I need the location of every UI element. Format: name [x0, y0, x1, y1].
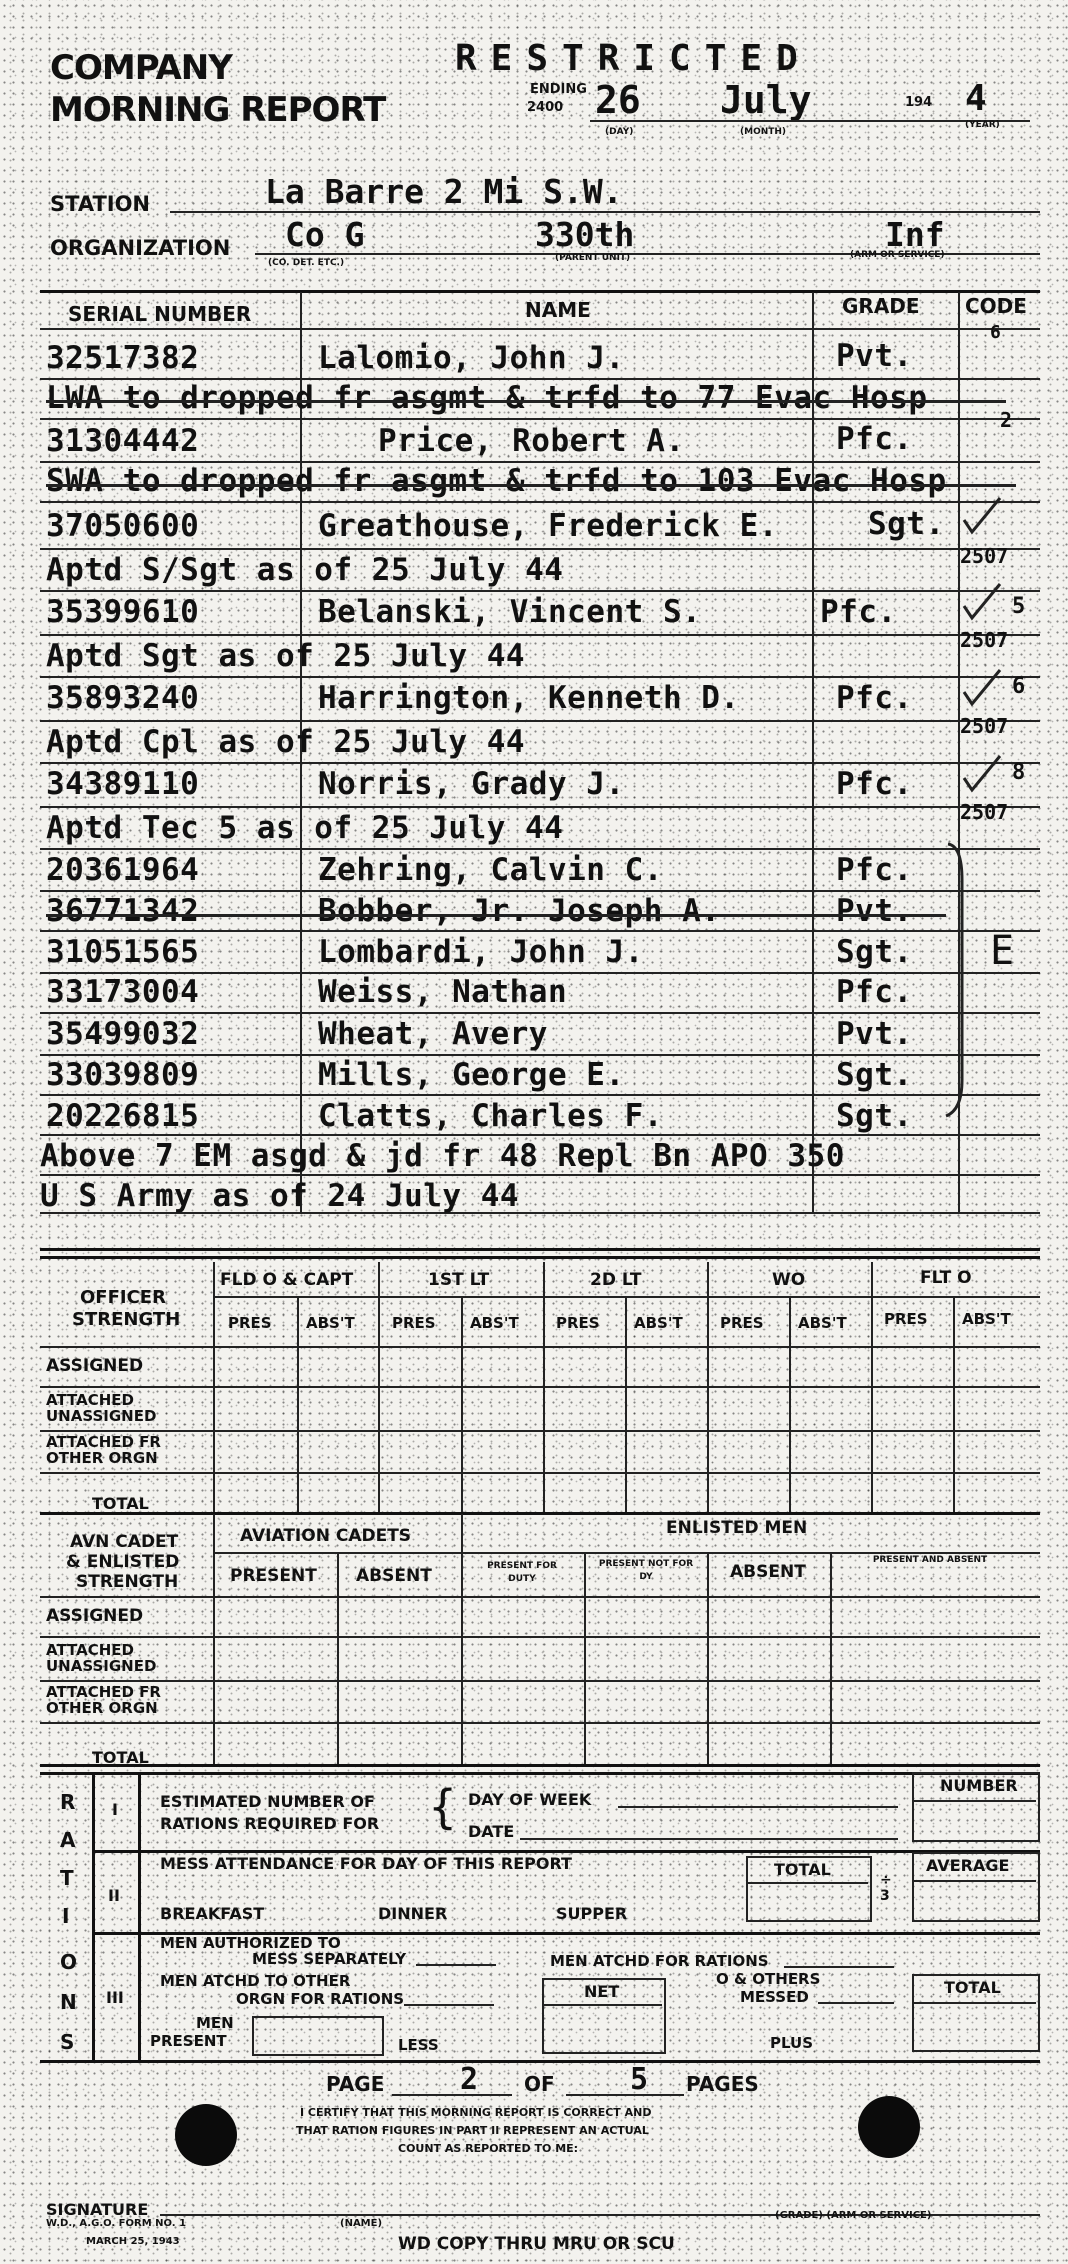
officer-row-attached-fr-other: ATTACHED FR OTHER ORGN [46, 1433, 161, 1467]
table-row-code: 5 [1012, 594, 1026, 619]
enlisted-row-attached-fr-other: ATTACHED FR OTHER ORGN [46, 1683, 161, 1717]
rations-section-iii: III [106, 1988, 124, 2007]
table-row-grade: Pfc. [836, 680, 913, 716]
ending-label: ENDING [530, 82, 587, 97]
officer-sub-pres: PRES [556, 1314, 600, 1332]
enlisted-absent: ABSENT [730, 1562, 806, 1582]
rations-side-a: A [60, 1828, 76, 1852]
table-row-grade: Pvt. [836, 1016, 913, 1052]
officer-group-2d-lt: 2D LT [590, 1270, 642, 1290]
table-row-code: 2507 [960, 628, 1009, 652]
grade-caption: (GRADE) (ARM OR SERVICE) [775, 2210, 932, 2221]
present-for-duty: PRESENT FOR DUTY [487, 1561, 557, 1584]
table-row-serial: 34389110 [46, 766, 200, 802]
day-caption: (DAY) [605, 127, 634, 137]
form-number: W.D., A.G.O. FORM NO. 1 [46, 2218, 187, 2229]
col-serial-number: SERIAL NUMBER [68, 302, 252, 326]
total-label: TOTAL [774, 1860, 831, 1879]
officer-group-1st-lt: 1ST LT [428, 1270, 490, 1290]
dinner-label: DINNER [378, 1904, 448, 1923]
company-caption: (CO. DET. ETC.) [268, 258, 345, 268]
plus-label: PLUS [770, 2034, 814, 2052]
officer-strength-title: OFFICER [80, 1287, 166, 1308]
o-others-line1: O & OTHERS [716, 1970, 821, 1988]
year-caption: (YEAR) [965, 120, 1000, 130]
rations-section-ii: II [108, 1886, 120, 1905]
table-row-name: Wheat, Avery [318, 1016, 548, 1052]
table-row-code: 2507 [960, 544, 1009, 568]
table-row-name: Weiss, Nathan [318, 974, 568, 1010]
aviation-present: PRESENT [230, 1566, 317, 1586]
table-row-serial: 32517382 [46, 340, 200, 376]
table-row-name: Lalomio, John J. [318, 340, 625, 376]
table-row-serial: 31051565 [46, 934, 200, 970]
table-row-name: Zehring, Calvin C. [318, 852, 663, 888]
number-label: NUMBER [940, 1776, 1018, 1795]
certify-line1: I CERTIFY THAT THIS MORNING REPORT IS CORRECT AND [300, 2106, 652, 2119]
officer-row-total: TOTAL [92, 1494, 149, 1513]
table-row-grade: Sgt. [836, 1098, 913, 1134]
men-atchd-to-other-line1: MEN ATCHD TO OTHER [160, 1972, 351, 1990]
officer-group-wo: WO [772, 1270, 806, 1290]
table-row-name: Harrington, Kenneth D. [318, 680, 740, 716]
organization-parent-unit: 330th [535, 215, 635, 254]
certify-line3: COUNT AS REPORTED TO ME: [398, 2142, 579, 2155]
table-row-remark: LWA to dropped fr asgmt & trfd to 77 Evac Hosp [46, 380, 928, 416]
table-row-remark: Aptd S/Sgt as of 25 July 44 [46, 552, 564, 588]
organization-company: Co G [285, 215, 365, 254]
officer-sub-pres: PRES [228, 1314, 272, 1332]
report-year-digit: 4 [965, 78, 987, 119]
table-row-remark: Aptd Cpl as of 25 July 44 [46, 724, 526, 760]
table-row-grade: Pfc. [836, 974, 913, 1010]
enlisted-row-total: TOTAL [92, 1748, 149, 1767]
aviation-cadets-header: AVIATION CADETS [240, 1526, 412, 1546]
table-row-code: E [990, 928, 1015, 974]
table-row-name: Belanski, Vincent S. [318, 594, 702, 630]
certify-line2: THAT RATION FIGURES IN PART II REPRESENT AN ACTUAL [296, 2124, 649, 2137]
table-row-name: Clatts, Charles F. [318, 1098, 663, 1134]
pages-label: PAGES [686, 2072, 759, 2096]
table-row-name: Bobber, Jr. Joseph A. [318, 893, 721, 929]
signature-label: SIGNATURE [46, 2200, 149, 2219]
average-label: AVERAGE [926, 1856, 1010, 1875]
check-marks [960, 490, 1020, 820]
table-row-remark: SWA to dropped fr asgmt & trfd to 103 Evac Hosp [46, 463, 947, 499]
table-row-serial: 33173004 [46, 974, 200, 1010]
men-authorized-line1: MEN AUTHORIZED TO [160, 1934, 341, 1952]
aviation-absent: ABSENT [356, 1566, 432, 1586]
officer-sub-pres: PRES [392, 1314, 436, 1332]
breakfast-label: BREAKFAST [160, 1904, 265, 1923]
rations-section-i: I [112, 1800, 118, 1819]
men-atchd-for-rations: MEN ATCHD FOR RATIONS [550, 1952, 769, 1970]
enlisted-strength-title-3: STRENGTH [76, 1572, 179, 1592]
punch-hole-right [858, 2096, 920, 2158]
table-row-grade: Pfc. [836, 421, 913, 457]
enlisted-men-header: ENLISTED MEN [666, 1518, 808, 1538]
handwritten-bracket [940, 840, 980, 1120]
form-date: MARCH 25, 1943 [86, 2236, 180, 2247]
table-row-code: 2507 [960, 714, 1009, 738]
table-row-code: 6 [990, 322, 1001, 343]
table-row-serial: 20226815 [46, 1098, 200, 1134]
table-row-grade: Pfc. [836, 852, 913, 888]
col-grade: GRADE [842, 294, 920, 318]
page-total: 5 [630, 2062, 649, 2097]
date-label: DATE [468, 1822, 515, 1841]
enlisted-strength-title: AVN CADET [70, 1532, 179, 1552]
rations-side-n: N [60, 1990, 77, 2014]
o-others-line2: MESSED [740, 1988, 809, 2006]
table-row-serial: 35893240 [46, 680, 200, 716]
station-value: La Barre 2 Mi S.W. [265, 172, 623, 211]
plus-three: ÷ 3 [880, 1872, 892, 1904]
table-row-remark: Aptd Sgt as of 25 July 44 [46, 638, 526, 674]
rations-side-s: S [60, 2030, 75, 2054]
mess-attendance-label: MESS ATTENDANCE FOR DAY OF THIS REPORT [160, 1854, 572, 1873]
table-row-serial: 36771342 [46, 893, 200, 929]
officer-sub-abst: ABS'T [470, 1314, 519, 1332]
brace: { [428, 1780, 458, 1834]
table-row-name: Price, Robert A. [378, 423, 685, 459]
enlisted-row-attached-unassigned: ATTACHED UNASSIGNED [46, 1641, 157, 1675]
men-authorized-line2: MESS SEPARATELY [252, 1950, 407, 1968]
officer-group-fld-o-capt: FLD O & CAPT [220, 1270, 354, 1290]
parent-unit-caption: (PARENT UNIT) [555, 253, 631, 263]
officer-row-attached-unassigned: ATTACHED UNASSIGNED [46, 1391, 157, 1425]
men-present-box [252, 2016, 384, 2056]
table-row-serial: 35499032 [46, 1016, 200, 1052]
form-title-company: COMPANY [50, 48, 232, 88]
ending-time: 2400 [527, 100, 564, 115]
rations-side-o: O [60, 1950, 78, 1974]
supper-label: SUPPER [556, 1904, 628, 1923]
rations-side-i: I [62, 1904, 70, 1928]
table-row-grade: Sgt. [868, 506, 945, 542]
report-month: July [720, 78, 812, 122]
table-row-code: 6 [1012, 674, 1026, 699]
table-row-name: Norris, Grady J. [318, 766, 625, 802]
estimated-number-of: ESTIMATED NUMBER OF [160, 1792, 375, 1811]
officer-row-assigned: ASSIGNED [46, 1356, 144, 1376]
officer-sub-abst: ABS'T [306, 1314, 355, 1332]
men-present-line2: PRESENT [150, 2032, 227, 2050]
officer-sub-pres: PRES [720, 1314, 764, 1332]
table-row-serial: 35399610 [46, 594, 200, 630]
col-code: CODE [965, 294, 1027, 318]
form-title-morning-report: MORNING REPORT [50, 90, 386, 130]
month-caption: (MONTH) [740, 127, 787, 137]
men-atchd-to-other-line2: ORGN FOR RATIONS [236, 1990, 405, 2008]
officer-group-flt-o: FLT O [920, 1268, 972, 1288]
table-row-serial: 33039809 [46, 1057, 200, 1093]
page-label: PAGE [326, 2072, 385, 2096]
organization-label: ORGANIZATION [50, 236, 231, 260]
present-not-for-duty: PRESENT NOT FOR DY [598, 1559, 694, 1582]
enlisted-row-assigned: ASSIGNED [46, 1606, 144, 1626]
enlisted-strength-title-2: & ENLISTED [66, 1552, 180, 1572]
officer-sub-abst: ABS'T [962, 1310, 1011, 1328]
table-row-grade: Pvt. [836, 893, 913, 929]
table-row-code: 2 [1000, 408, 1013, 432]
table-row-serial: 20361964 [46, 852, 200, 888]
less-label: LESS [398, 2036, 439, 2054]
rations-total-label: TOTAL [944, 1978, 1001, 1997]
table-row-remark: U S Army as of 24 July 44 [40, 1178, 520, 1214]
officer-sub-abst: ABS'T [634, 1314, 683, 1332]
net-label: NET [584, 1982, 620, 2001]
officer-strength-title-2: STRENGTH [72, 1309, 181, 1330]
table-row-code: 8 [1012, 760, 1026, 785]
organization-arm: Inf [885, 215, 945, 254]
year-prefix: 194 [905, 95, 933, 110]
name-caption: (NAME) [340, 2218, 383, 2229]
officer-sub-abst: ABS'T [798, 1314, 847, 1332]
classification-stamp: RESTRICTED [455, 38, 812, 79]
table-row-grade: Pfc. [820, 594, 897, 630]
rations-side-r: R [60, 1790, 76, 1814]
table-row-remark: Aptd Tec 5 as of 25 July 44 [46, 810, 564, 846]
table-row-remark: Above 7 EM asgd & jd fr 48 Repl Bn APO 350 [40, 1138, 845, 1174]
report-day: 26 [595, 78, 641, 122]
rations-required-for: RATIONS REQUIRED FOR [160, 1814, 380, 1833]
table-row-serial: 37050600 [46, 508, 200, 544]
page-number: 2 [460, 2062, 479, 2097]
station-label: STATION [50, 192, 151, 216]
table-row-grade: Pfc. [836, 766, 913, 802]
table-row-grade: Sgt. [836, 934, 913, 970]
table-row-code: 2507 [960, 800, 1009, 824]
table-row-name: Mills, George E. [318, 1057, 625, 1093]
table-row-name: Greathouse, Frederick E. [318, 508, 778, 544]
officer-sub-pres: PRES [884, 1310, 928, 1328]
day-of-week-label: DAY OF WEEK [468, 1790, 592, 1809]
table-row-serial: 31304442 [46, 423, 200, 459]
punch-hole-left [175, 2104, 237, 2166]
men-present-line1: MEN [196, 2014, 234, 2032]
present-and-absent: PRESENT AND ABSENT [872, 1555, 988, 1565]
table-row-grade: Pvt. [836, 338, 913, 374]
rations-side-t: T [60, 1866, 74, 1890]
col-name: NAME [525, 298, 591, 322]
table-row-name: Lombardi, John J. [318, 934, 644, 970]
of-label: OF [524, 2072, 555, 2096]
wd-copy-line: WD COPY THRU MRU OR SCU [398, 2234, 675, 2254]
table-row-grade: Sgt. [836, 1057, 913, 1093]
arm-caption: (ARM OR SERVICE) [850, 250, 945, 260]
